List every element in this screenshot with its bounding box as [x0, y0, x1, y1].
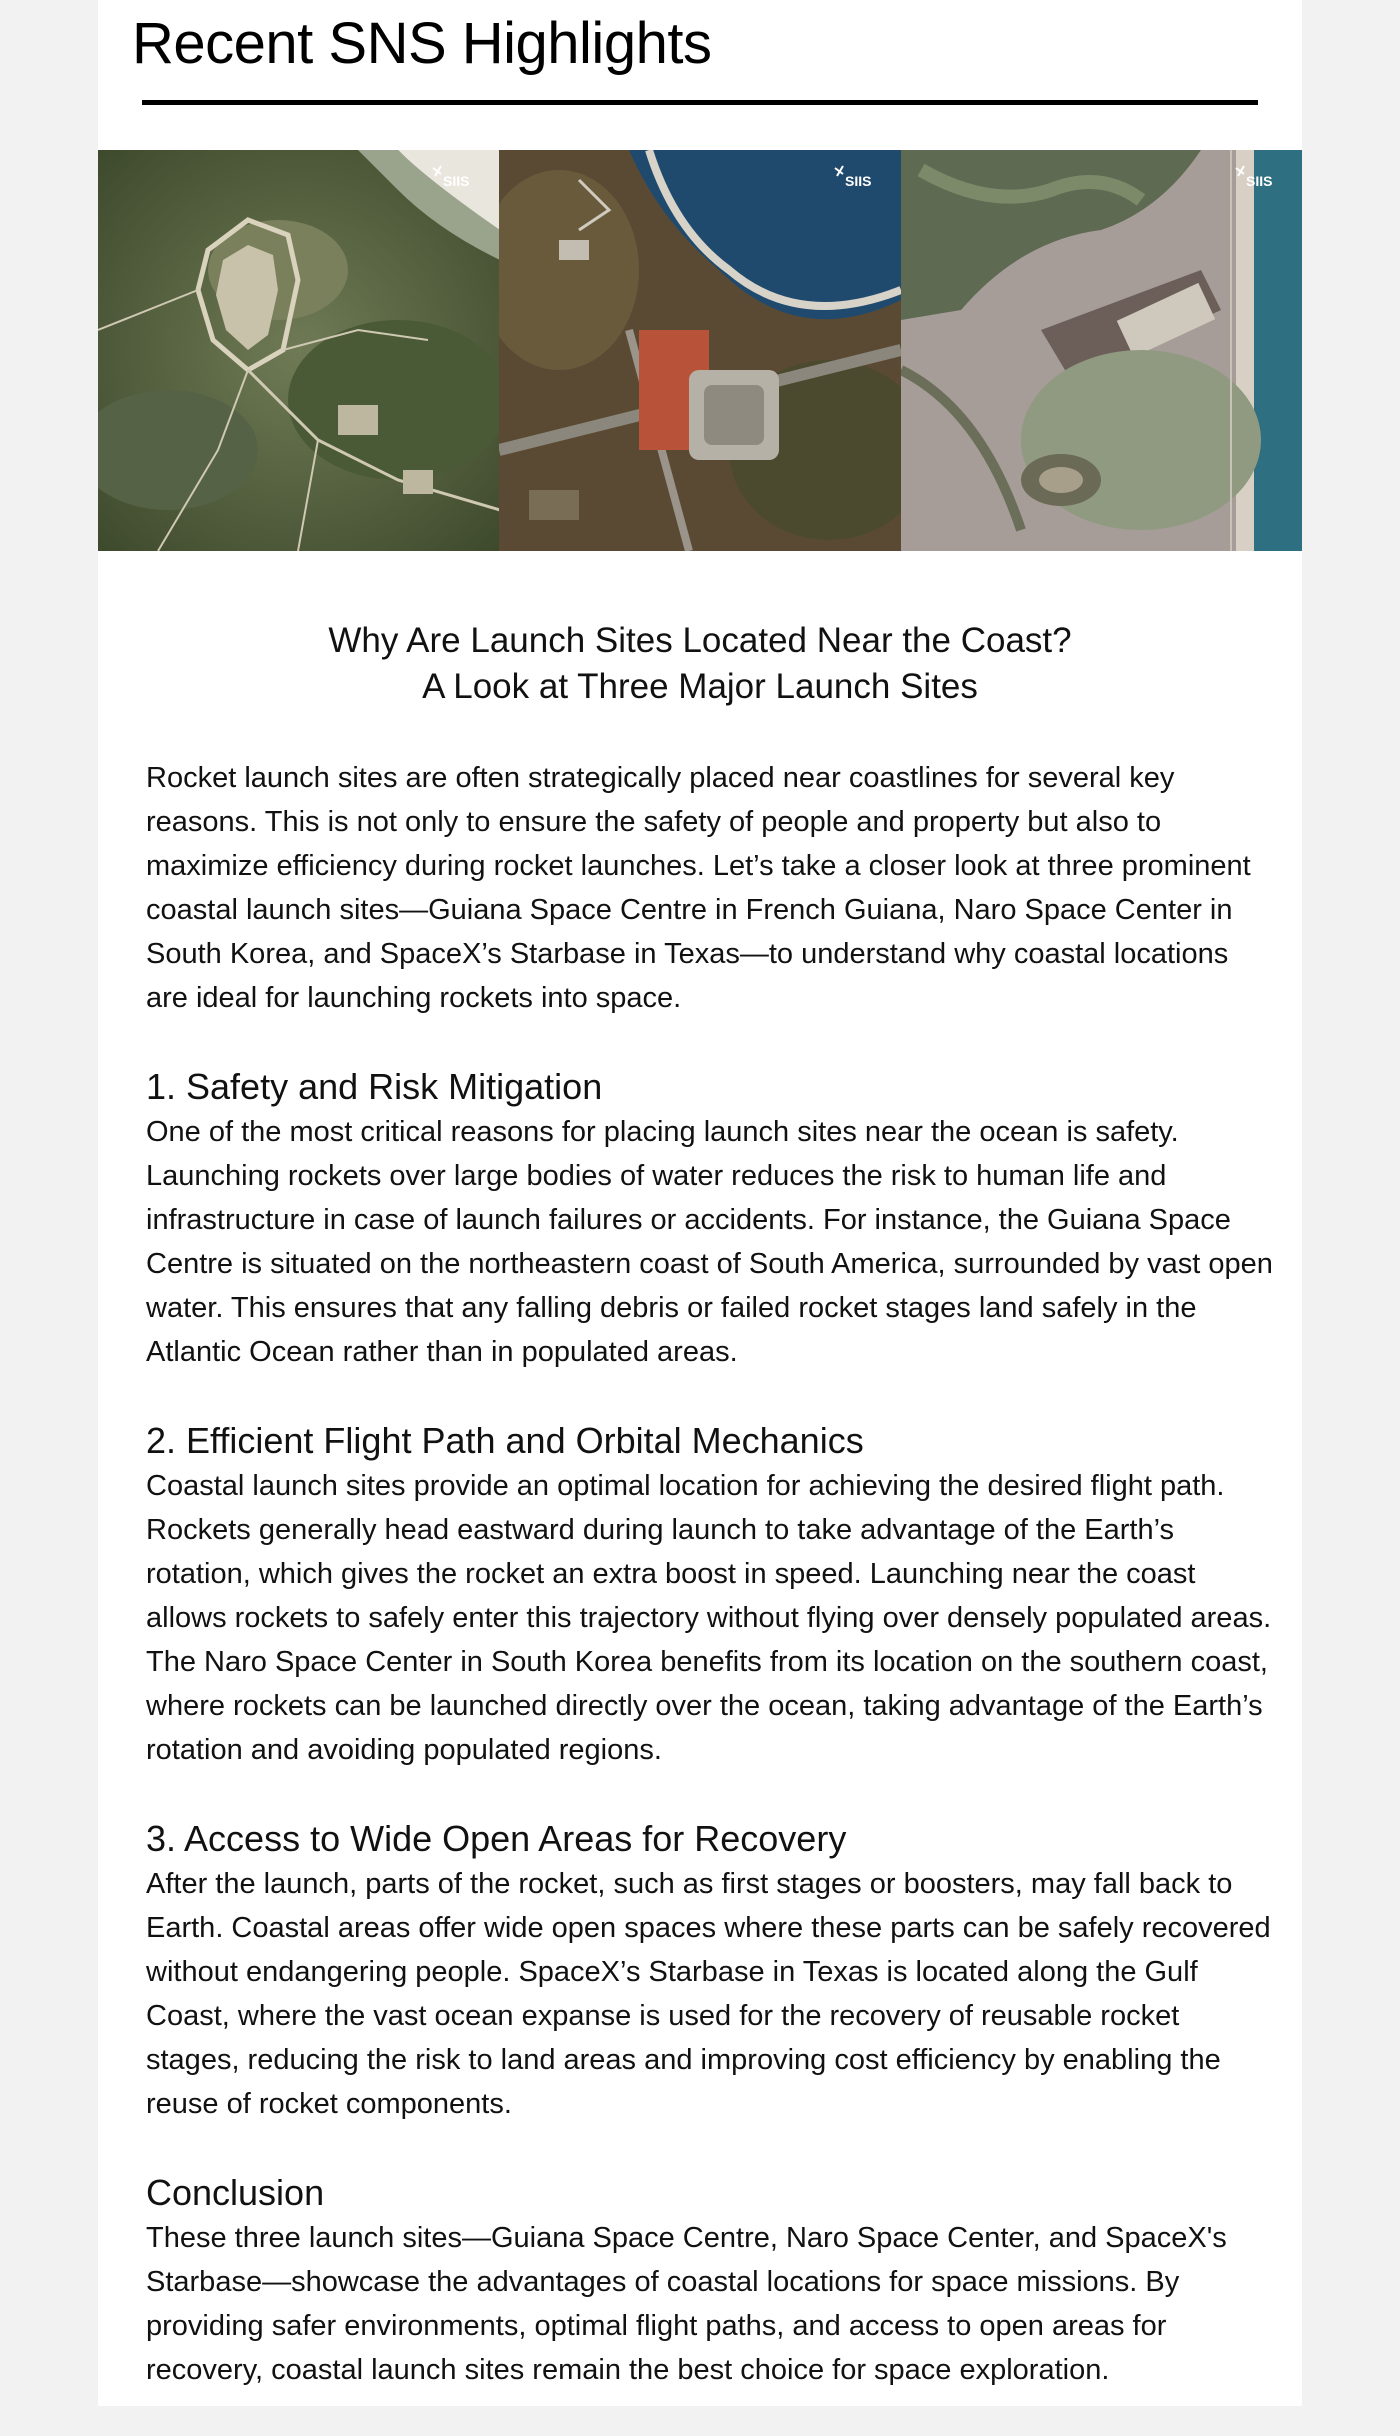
article-page — [98, 0, 1302, 2406]
section-paragraph: After the launch, parts of the rocket, such as first stages or boosters, may fall back to Earth. Coastal areas offer wide open spaces where these parts can be safely recovered without endangering people. SpaceX’s Starbase in Texas is located along the Gulf Coast, where the vast ocean expanse is used for the recovery of reusable rocket stages, reducing the risk to land areas and improving cost efficiency by enabling the reuse of rocket components. — [146, 1868, 1271, 2120]
section-paragraph: One of the most critical reasons for placing launch sites near the ocean is safety. Launching rockets over large bodies of water reduces the risk to human life and infrastructure in case of launch failures or accidents. For instance, the Guiana Space Centre is situated on the northeastern coast of South America, surrounded by vast open water. This ensures that any falling debris or failed rocket stages land safely in the Atlantic Ocean rather than in populated areas. — [146, 1116, 1273, 1368]
article-title-line-1: Why Are Launch Sites Located Near the Coast? — [328, 621, 1072, 660]
svg-text:SIIS: SIIS — [844, 173, 872, 189]
svg-text:SIIS: SIIS — [1245, 173, 1273, 189]
svg-text:SIIS: SIIS — [443, 173, 470, 189]
section-paragraph: Coastal launch sites provide an optimal location for achieving the desired flight path. Rockets generally head eastward during launch to take advantage of the Earth’s rotation, which gives the rocket an extra boost in speed. Launching near the coast allows rockets to safely enter this trajectory without flying over densely populated areas. The Naro Space Center in South Korea benefits from its location on the southern coast, where rockets can be launched directly over the ocean, taking advantage of the Earth’s rotation and avoiding populated regions. — [146, 1470, 1272, 1766]
naro-space-center-satellite-image — [499, 150, 900, 551]
spacex-starbase-satellite-image — [901, 150, 1302, 551]
section-heading: 3. Access to Wide Open Areas for Recovery — [146, 1818, 847, 1859]
guiana-space-centre-satellite-image — [98, 150, 499, 551]
siis-watermark-logo — [1234, 164, 1288, 190]
section-heading: 2. Efficient Flight Path and Orbital Mechanics — [146, 1420, 864, 1461]
section-recovery — [146, 1816, 1276, 2126]
section-paragraph: These three launch sites—Guiana Space Centre, Naro Space Center, and SpaceX's Starbase—showcase the advantages of coastal locations for space missions. By providing safer environments, optimal flight paths, and access to open areas for recovery, coastal launch sites remain the best choice for space exploration. — [146, 2222, 1227, 2386]
article-title-line-2: A Look at Three Major Launch Sites — [422, 667, 978, 706]
title-divider — [142, 100, 1258, 105]
section-heading: 1. Safety and Risk Mitigation — [146, 1066, 603, 1107]
section-flight-path — [146, 1418, 1276, 1772]
section-safety — [146, 1064, 1276, 1374]
section-heading: Conclusion — [146, 2172, 325, 2213]
siis-watermark-logo — [833, 164, 887, 190]
page-title: Recent SNS Highlights — [132, 11, 712, 76]
article-title — [98, 618, 1302, 710]
satellite-image-banner — [98, 150, 1302, 551]
section-conclusion — [146, 2170, 1276, 2392]
article-body — [146, 756, 1276, 2436]
intro-paragraph: Rocket launch sites are often strategically placed near coastlines for several key reasons. This is not only to ensure the safety of people and property but also to maximize efficiency during rocket launches. Let’s take a closer look at three prominent coastal launch sites—Guiana Space Centre in French Guiana, Naro Space Center in South Korea, and SpaceX’s Starbase in Texas—to understand why coastal locations are ideal for launching rockets into space. — [146, 762, 1251, 1014]
siis-watermark-logo — [431, 164, 485, 190]
